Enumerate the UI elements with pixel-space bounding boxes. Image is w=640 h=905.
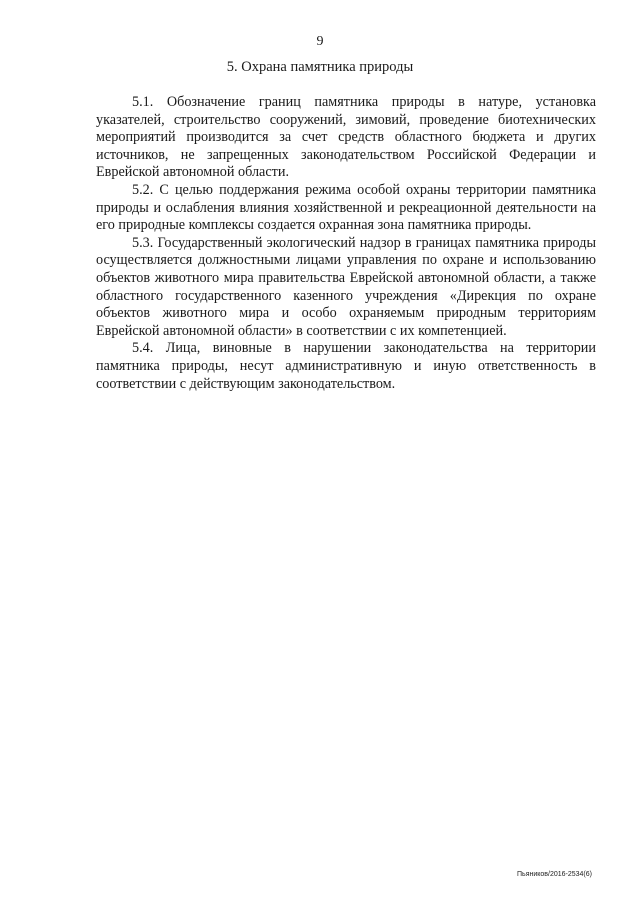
paragraph-5-4: 5.4. Лица, виновные в нарушении законодательства на территории памятника природы, несут административную и иную ответственность в соответствии с действующим законодательством. xyxy=(96,340,596,392)
paragraph-5-3: 5.3. Государственный экологический надзор в границах памятника природы осуществляется должностными лицами управления по охране и использованию объектов животного мира правительства Еврейской автономной области, а также областного государственного казенного учреждения «Дирекция по охране объектов животного мира и особо охраняемым природным территориям Еврейской автономной области» в соответствии с их компетенцией. xyxy=(96,234,596,339)
section-body xyxy=(96,94,596,393)
section-title: 5. Охрана памятника природы xyxy=(226,59,414,75)
paragraph-5-1: 5.1. Обозначение границ памятника природы в натуре, установка указателей, строительство сооружений, зимовий, проведение биотехнических мероприятий производится за счет средств областного бюджета и других источников, не запрещенных законодательством Российской Федерации и Еврейской автономной области. xyxy=(96,94,596,181)
page-number: 9 xyxy=(316,34,324,49)
document-footer-code: Пьяников/2016-2534(6) xyxy=(517,871,592,878)
paragraph-5-2: 5.2. С целью поддержания режима особой охраны территории памятника природы и ослабления влияния хозяйственной и рекреационной деятельности на его природные комплексы создается охранная зона памятника природы. xyxy=(96,181,596,234)
